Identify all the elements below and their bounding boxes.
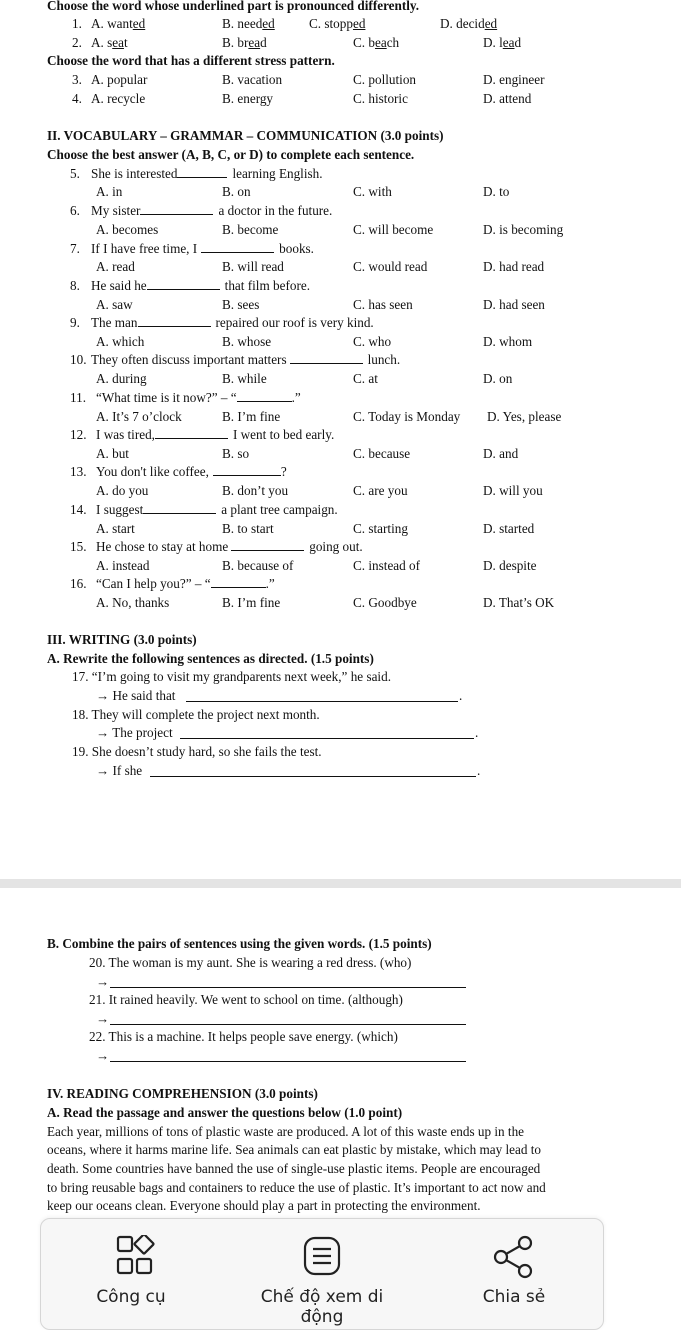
- section-title: II. VOCABULARY – GRAMMAR – COMMUNICATION (3.0 points): [47, 128, 444, 143]
- question-stem: 14. I suggest a plant tree campaign.: [70, 502, 338, 517]
- answer-line: →: [0, 973, 681, 991]
- passage-line: Each year, millions of tons of plastic waste are produced. A lot of this waste ends up in the: [47, 1124, 525, 1139]
- part-title: B. Combine the pairs of sentences using the given words. (1.5 points): [47, 936, 432, 951]
- part-title: A. Read the passage and answer the questions below (1.0 point): [47, 1105, 403, 1120]
- passage-line: to bring reusable bags and containers to reduce the use of plastic. It’s important to act now and: [47, 1180, 546, 1195]
- answer-options: A. but B. so C. because D. and: [96, 446, 519, 461]
- section-title: IV. READING COMPREHENSION (3.0 points): [47, 1086, 318, 1101]
- answer-options: A. do you B. don’t you C. are you D. will you: [96, 483, 543, 498]
- share-label: Chia sẻ: [482, 1287, 546, 1307]
- section-instruction: Choose the best answer (A, B, C, or D) to complete each sentence.: [47, 147, 415, 162]
- mobile-view-label: Chế độ xem di động: [260, 1287, 384, 1327]
- question-stem: 5. She is interested learning English.: [70, 166, 323, 181]
- answer-options: A. read B. will read C. would read D. had read: [96, 259, 545, 274]
- mobile-view-icon: [297, 1235, 347, 1279]
- question-stem: 16. “Can I help you?” – “ .”: [70, 576, 275, 591]
- answer-options: A. which B. whose C. who D. whom: [96, 334, 533, 349]
- question-stem: 10. They often discuss important matters lunch.: [70, 352, 401, 367]
- answer-line: →: [0, 1047, 681, 1065]
- question-stem: 13. You don't like coffee, ?: [70, 464, 287, 479]
- question-row: 1. A. wanted B. needed C. stopped D. decided: [72, 16, 498, 31]
- question-stem: 11. “What time is it now?” – “ .”: [70, 390, 301, 405]
- combine-question: 20. The woman is my aunt. She is wearing a red dress. (who): [89, 955, 412, 970]
- section-title: III. WRITING (3.0 points): [47, 632, 197, 647]
- answer-options: A. in B. on C. with D. to: [96, 184, 510, 199]
- answer-line: → The project .: [96, 725, 479, 740]
- rewrite-question: 18. They will complete the project next month.: [72, 707, 320, 722]
- question-row: 2. A. seat B. bread C. beach D. lead: [72, 35, 522, 50]
- passage-line: oceans, where it harms marine life. Sea animals can eat plastic by mistake, which may lead to: [47, 1142, 541, 1157]
- rewrite-question: 17. “I’m going to visit my grandparents next week,” he said.: [72, 669, 391, 684]
- question-stem: 7. If I have free time, I books.: [70, 241, 314, 256]
- answer-options: A. becomes B. become C. will become D. is becoming: [96, 222, 564, 237]
- tools-icon: [106, 1235, 156, 1279]
- answer-options: A. No, thanks B. I’m fine C. Goodbye D. That’s OK: [96, 595, 555, 610]
- bottom-toolbar: [40, 1218, 604, 1330]
- answer-options: A. instead B. because of C. instead of D. despite: [96, 558, 537, 573]
- answer-options: A. It’s 7 o’clock B. I’m fine C. Today is Monday D. Yes, please: [96, 409, 562, 424]
- question-stem: 15. He chose to stay at home going out.: [70, 539, 363, 554]
- question-row: 3. A. popular B. vacation C. pollution D. engineer: [72, 72, 545, 87]
- answer-options: A. during B. while C. at D. on: [96, 371, 513, 386]
- tools-button[interactable]: [46, 1219, 216, 1319]
- question-stem: 9. The man repaired our roof is very kind.: [70, 315, 374, 330]
- answer-options: A. saw B. sees C. has seen D. had seen: [96, 297, 545, 312]
- mobile-view-button[interactable]: [237, 1219, 407, 1327]
- question-stem: 12. I was tired, I went to bed early.: [70, 427, 335, 442]
- share-button[interactable]: [429, 1219, 599, 1319]
- tools-label: Công cụ: [96, 1287, 166, 1307]
- question-stem: 8. He said he that film before.: [70, 278, 310, 293]
- answer-line: →: [0, 1010, 681, 1028]
- part-title: A. Rewrite the following sentences as directed. (1.5 points): [47, 651, 374, 666]
- question-row: 4. A. recycle B. energy C. historic D. attend: [72, 91, 532, 106]
- pronunciation-heading: Choose the word whose underlined part is pronounced differently.: [47, 0, 420, 13]
- combine-question: 22. This is a machine. It helps people save energy. (which): [89, 1029, 398, 1044]
- combine-question: 21. It rained heavily. We went to school on time. (although): [89, 992, 403, 1007]
- answer-line: → If she .: [96, 763, 481, 778]
- answer-options: A. start B. to start C. starting D. started: [96, 521, 535, 536]
- answer-line: → He said that .: [96, 688, 463, 703]
- page-break-divider: [0, 879, 681, 888]
- passage-line: death. Some countries have banned the use of single-use plastic items. People are encouraged: [47, 1161, 541, 1176]
- stress-heading: Choose the word that has a different stress pattern.: [47, 53, 335, 68]
- passage-line: keep our oceans clean. Everyone should play a part in protecting the environment.: [47, 1198, 481, 1213]
- share-icon: [489, 1235, 539, 1279]
- question-stem: 6. My sister a doctor in the future.: [70, 203, 333, 218]
- rewrite-question: 19. She doesn’t study hard, so she fails the test.: [72, 744, 322, 759]
